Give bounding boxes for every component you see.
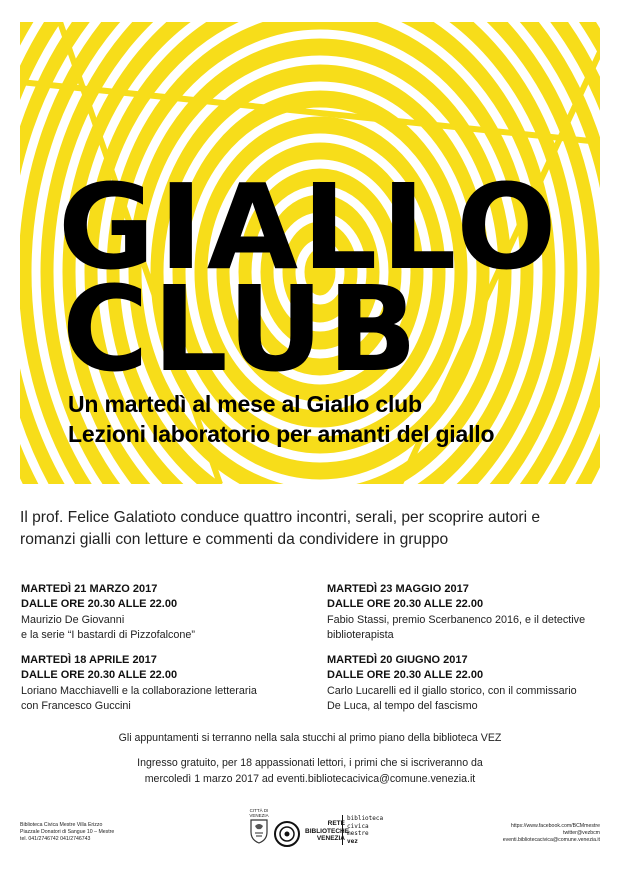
footer-address-line: Piazzale Donatori di Sangue 10 – Mestre [20, 829, 115, 835]
event-topic: De Luca, al tempo del fascismo [327, 699, 478, 712]
rete-line-1: RETE [327, 820, 345, 827]
title-club: CLUB [62, 260, 422, 398]
event-june [327, 653, 620, 714]
venue-note: Gli appuntamenti si terranno nella sala stucchi al primo piano della biblioteca VEZ [118, 732, 502, 744]
rete-line-2: BIBLIOTECHE [305, 827, 350, 835]
intro-paragraph [20, 507, 605, 551]
rete-biblioteche-icon [273, 820, 301, 848]
email-link[interactable]: eventi.bibliotecacivica@comune.venezia.it [502, 837, 600, 843]
event-april [21, 653, 321, 714]
event-time: DALLE ORE 20.30 ALLE 22.00 [21, 598, 178, 611]
event-author: Loriano Macchiavelli e la collaborazione letteraria [21, 684, 257, 697]
event-time: DALLE ORE 20.30 ALLE 22.00 [327, 598, 484, 611]
event-author: Carlo Lucarelli ed il giallo storico, con il commissario [327, 684, 577, 697]
event-date: MARTEDÌ 20 GIUGNO 2017 [327, 654, 468, 666]
facebook-link[interactable]: https://www.facebook.com/BCMmestre [510, 823, 600, 829]
rete-line-3: VENEZIA [316, 835, 345, 842]
title-giallo: GIALLO [58, 158, 561, 296]
entry-line-2 [0, 772, 620, 788]
event-date: MARTEDÌ 23 MAGGIO 2017 [327, 583, 469, 595]
vez-line-2: civica [347, 822, 369, 830]
intro-line-1: Il prof. Felice Galatioto conduce quattro incontri, serali, per scoprire autori e [20, 509, 541, 526]
event-date: MARTEDÌ 21 MARZO 2017 [21, 583, 158, 595]
event-time: DALLE ORE 20.30 ALLE 22.00 [21, 669, 178, 682]
event-date: MARTEDÌ 18 APRILE 2017 [21, 654, 157, 666]
footer-phone: tel. 041/2746742 041/2746743 [20, 836, 91, 842]
vez-line-3: mestre [347, 830, 369, 837]
city-of-venice-logo [244, 808, 274, 848]
event-may [327, 582, 620, 643]
vez-line-4: vez [347, 837, 358, 845]
event-topic: e la serie “I bastardi di Pizzofalcone” [21, 628, 196, 641]
subtitle-line-2: Lezioni laboratorio per amanti del giallo [68, 421, 495, 447]
footer-contacts [440, 823, 600, 844]
event-author: Maurizio De Giovanni [21, 613, 125, 626]
footer-address [20, 822, 114, 843]
vez-line-1: biblioteca [347, 815, 384, 822]
intro-line-2: romanzi gialli con letture e commenti da condividere in gruppo [20, 531, 449, 548]
footer-library-name: Biblioteca Civica Mestre Villa Erizzo [20, 822, 103, 828]
city-label-2: VENEZIA [249, 813, 269, 818]
event-topic: con Francesco Guccini [21, 699, 131, 712]
venice-crest-icon [248, 818, 270, 844]
twitter-link[interactable]: twitter@vezbcm [563, 830, 600, 836]
entry-note [0, 756, 620, 787]
event-time: DALLE ORE 20.30 ALLE 22.00 [327, 669, 484, 682]
event-topic: biblioterapista [327, 628, 394, 641]
entry-line-2-text: mercoledì 1 marzo 2017 ad eventi.bibliotecacivica@comune.venezia.it [144, 772, 476, 785]
entry-line-1: Ingresso gratuito, per 18 appassionati lettori, i primi che si iscriveranno da [137, 757, 483, 769]
event-march [21, 582, 321, 643]
city-label-1: CITTÀ DI [249, 808, 269, 813]
event-author: Fabio Stassi, premio Scerbanenco 2016, e il detective [327, 613, 586, 626]
subtitle-line-1: Un martedì al mese al Giallo club [68, 391, 422, 417]
vez-logo [342, 815, 383, 845]
